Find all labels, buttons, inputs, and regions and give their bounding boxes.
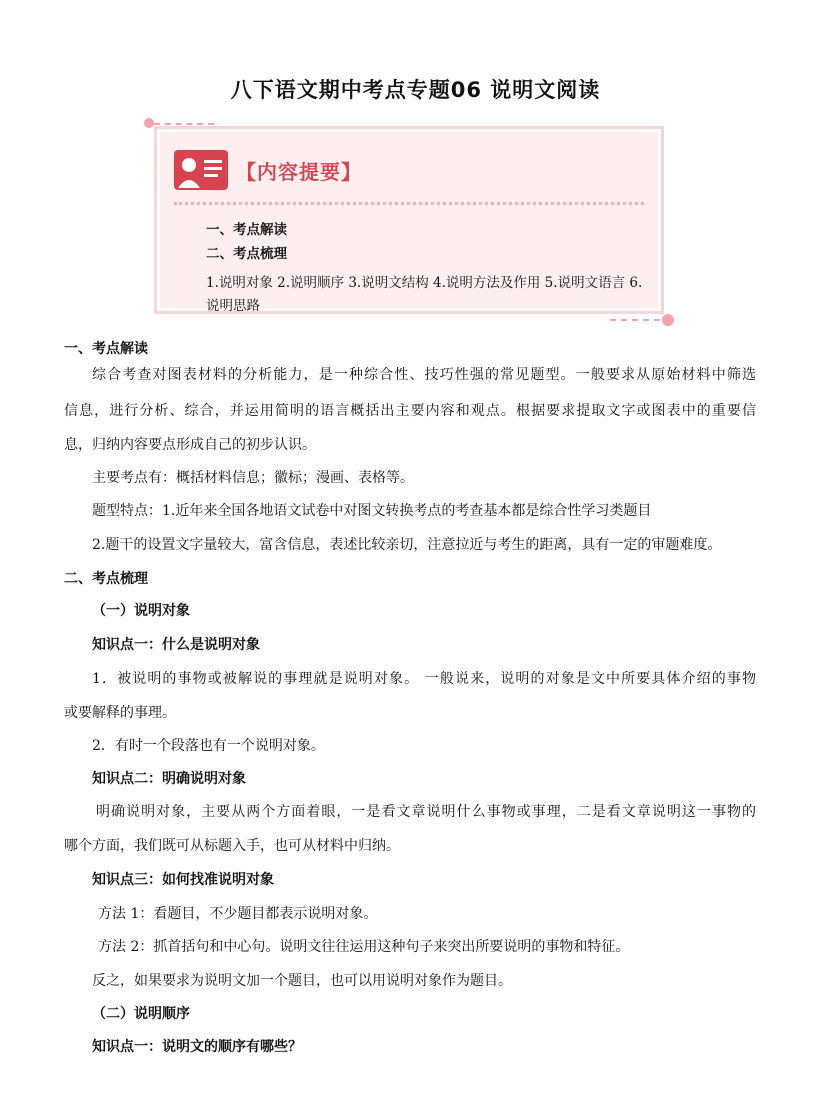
paragraph-line: 方法 2：抓首括句和中心句。说明文往往运用这种句子来突出所要说明的事物和特征。: [98, 939, 630, 955]
paragraph-line: 哪个方面，我们既可从标题入手，也可从材料中归纳。: [64, 838, 400, 854]
paragraph-line: 明确说明对象，主要从两个方面着眼，一是看文章说明什么事物或事理，二是看文章说明这一事物的: [96, 804, 756, 820]
dotted-divider: [174, 202, 644, 205]
decor-dot-icon: [144, 118, 154, 128]
paragraph-line: 1．被说明的事物或被解说的事理就是说明对象。 一般说来，说明的对象是文中所要具体介绍的事物: [92, 671, 756, 687]
paragraph-line: 2.题干的设置文字量较大，富含信息，表述比较亲切，注意拉近与考生的距离，具有一定的审题难度。: [92, 537, 722, 553]
summary-topics: 1.说明对象 2.说明顺序 3.说明文结构 4.说明方法及作用 5.说明文语言 6.说明思路: [206, 275, 643, 314]
paragraph-line: 反之，如果要求为说明文加一个题目，也可以用说明对象作为题目。: [92, 973, 512, 989]
decor-dashed-line: [610, 319, 660, 321]
decor-dashed-line: [154, 123, 214, 125]
paragraph-line: 综合考查对图表材料的分析能力，是一种综合性、技巧性强的常见题型。一般要求从原始材料中筛选: [92, 367, 756, 383]
section-heading-2: 二、考点梳理: [64, 571, 148, 587]
paragraph-line: 题型特点：1.近年来全国各地语文试卷中对图文转换考点的考查基本都是综合性学习类题目: [92, 503, 652, 519]
paragraph-line: 息，归纳内容要点形成自己的初步认识。: [64, 437, 316, 453]
section-heading-1: 一、考点解读: [64, 341, 148, 357]
knowledge-point-title: 知识点三：如何找准说明对象: [92, 872, 274, 888]
paragraph-line: 2．有时一个段落也有一个说明对象。: [92, 738, 325, 754]
summary-item-2: 二、考点梳理: [206, 246, 287, 262]
decor-dot-icon: [662, 314, 674, 326]
subsection-heading: （二）说明顺序: [92, 1006, 190, 1022]
knowledge-point-title: 知识点一：说明文的顺序有哪些？: [92, 1039, 302, 1055]
paragraph-line: 主要考点有：概括材料信息；徽标；漫画、表格等。: [92, 470, 414, 486]
presentation-board-icon: [174, 150, 228, 194]
summary-box: [146, 120, 668, 320]
paragraph-line: 或要解释的事理。: [64, 705, 176, 721]
page-title: 八下语文期中考点专题06 说明文阅读: [230, 78, 601, 102]
paragraph-line: 方法 1：看题目，不少题目都表示说明对象。: [98, 906, 378, 922]
subsection-heading: （一）说明对象: [92, 603, 190, 619]
summary-item-1: 一、考点解读: [206, 222, 287, 238]
summary-header: 【内容提要】: [236, 160, 362, 184]
paragraph-line: 信息，进行分析、综合，并运用简明的语言概括出主要内容和观点。根据要求提取文字或图表中的重要信: [64, 403, 756, 419]
knowledge-point-title: 知识点二：明确说明对象: [92, 771, 246, 787]
knowledge-point-title: 知识点一：什么是说明对象: [92, 637, 260, 653]
summary-box-inner: [160, 132, 658, 314]
